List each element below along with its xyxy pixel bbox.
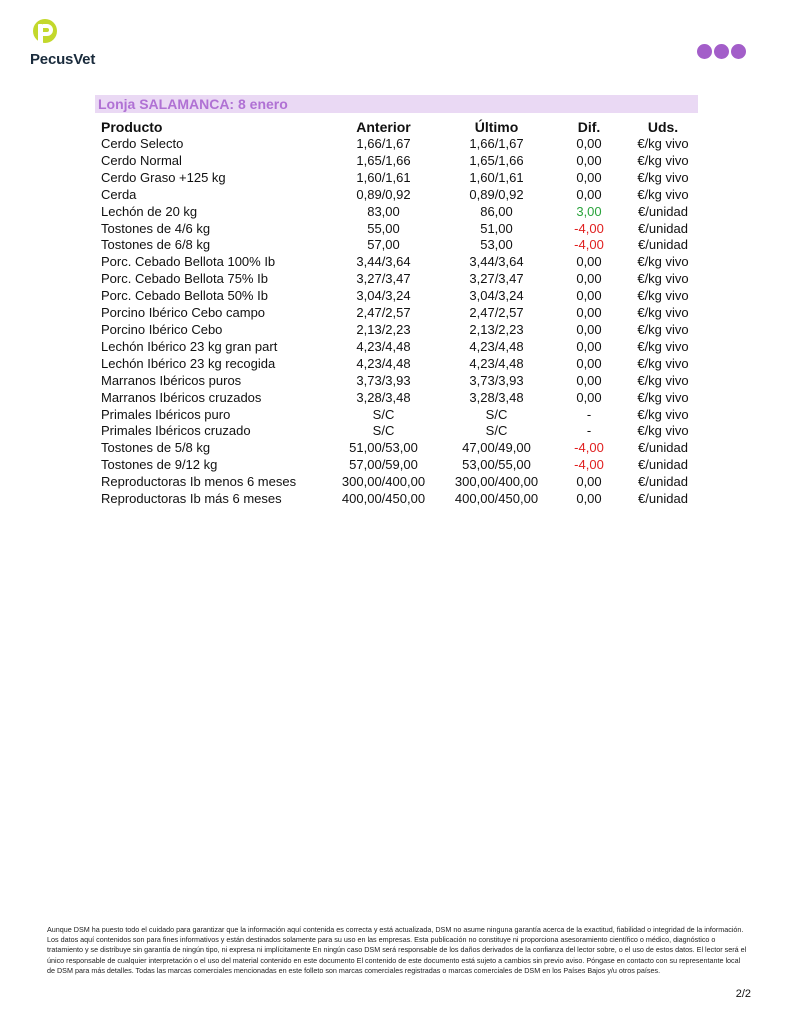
cell-dif: 0,00	[576, 372, 602, 388]
cell-producto: Tostones de 9/12 kg	[101, 457, 218, 473]
table-row	[97, 474, 701, 491]
table-row	[97, 204, 701, 221]
cell-uds: €/kg vivo	[637, 372, 689, 388]
header-dif: Dif.	[577, 118, 601, 135]
cell-ultimo: 3,44/3,64	[469, 254, 524, 270]
table-header-row	[97, 117, 701, 136]
cell-anterior: 55,00	[367, 220, 400, 236]
cell-ultimo: 3,27/3,47	[469, 271, 524, 287]
cell-dif: -4,00	[574, 220, 604, 236]
cell-ultimo: 300,00/400,00	[454, 474, 539, 490]
cell-anterior: 83,00	[367, 203, 400, 219]
cell-anterior: 57,00	[367, 237, 400, 253]
table-row	[97, 322, 701, 339]
table-row	[97, 407, 701, 424]
cell-producto: Lechón Ibérico 23 kg recogida	[101, 355, 276, 371]
cell-anterior: 3,27/3,47	[356, 271, 411, 287]
table-row	[97, 305, 701, 322]
cell-anterior: S/C	[372, 423, 395, 439]
page-number: 2/2	[735, 988, 751, 1000]
cell-uds: €/kg vivo	[637, 305, 689, 321]
cell-dif: -4,00	[574, 440, 604, 456]
cell-dif: 0,00	[576, 288, 602, 304]
cell-anterior: 400,00/450,00	[341, 491, 426, 507]
cell-ultimo: 1,60/1,61	[469, 169, 524, 185]
cell-dif: -4,00	[574, 237, 604, 253]
cell-producto: Cerdo Graso +125 kg	[101, 169, 226, 185]
dot-icon	[697, 44, 712, 59]
cell-ultimo: 3,28/3,48	[469, 389, 524, 405]
cell-ultimo: 86,00	[480, 203, 513, 219]
table-row	[97, 390, 701, 407]
cell-uds: €/kg vivo	[637, 152, 689, 168]
cell-ultimo: 51,00	[480, 220, 513, 236]
dot-icon	[714, 44, 729, 59]
cell-uds: €/kg vivo	[637, 406, 689, 422]
cell-dif: -	[586, 423, 592, 439]
cell-producto: Tostones de 6/8 kg	[101, 237, 211, 253]
cell-ultimo: 1,66/1,67	[469, 136, 524, 151]
table-row	[97, 356, 701, 373]
cell-uds: €/kg vivo	[637, 355, 689, 371]
cell-dif: 3,00	[576, 203, 602, 219]
cell-uds: €/kg vivo	[637, 321, 689, 337]
brand-logo	[30, 18, 96, 70]
pecusvet-p-logo-icon	[30, 18, 60, 48]
dot-icon	[731, 44, 746, 59]
cell-producto: Marranos Ibéricos cruzados	[101, 389, 262, 405]
header-uds: Uds.	[647, 118, 679, 135]
cell-uds: €/unidad	[638, 491, 688, 507]
header-producto: Producto	[101, 118, 163, 135]
cell-producto: Reproductoras Ib más 6 meses	[101, 491, 282, 507]
disclaimer-text: Aunque DSM ha puesto todo el cuidado para garantizar que la información aquí contenida es correcta y está actualizada, DSM no asume ninguna garantía acerca de la exactitud, fiabilidad o integridad de la información. Los datos aquí contenidos son para fines informativos y están destinados solamente para su uso en las empresas. Esta publicación no constituye ni proporciona asesoramiento científico o médico, diagnóstico o tratamiento y se distribuye sin garantía de ningún tipo, ni expresa ni implícitamente En ningún caso DSM será responsable de los daños derivados de la confianza del lector sobre, o el uso de estos datos. El lector será el único responsable de cualquier interpretación o el uso del material contenido en este documento El contenido de este documento está sujeto a cambios sin previo aviso. Póngase en contacto con su representante local de DSM para más detalles. Todas las marcas comerciales mencionadas en este folleto son marcas comerciales registradas o marcas comerciales de DSM en los Países Bajos y/u otros países.	[47, 925, 747, 975]
table-row	[97, 373, 701, 390]
table-row	[97, 339, 701, 356]
cell-ultimo: 2,47/2,57	[469, 305, 524, 321]
cell-anterior: 3,44/3,64	[356, 254, 411, 270]
cell-uds: €/kg vivo	[637, 288, 689, 304]
cell-anterior: 2,13/2,23	[356, 321, 411, 337]
cell-uds: €/kg vivo	[637, 136, 689, 151]
header-anterior: Anterior	[356, 118, 411, 135]
cell-anterior: 4,23/4,48	[356, 355, 411, 371]
cell-producto: Tostones de 4/6 kg	[101, 220, 211, 236]
cell-uds: €/unidad	[638, 220, 688, 236]
cell-dif: 0,00	[576, 338, 602, 354]
cell-uds: €/kg vivo	[637, 186, 689, 202]
cell-dif: 0,00	[576, 186, 602, 202]
cell-uds: €/kg vivo	[637, 254, 689, 270]
cell-uds: €/unidad	[638, 474, 688, 490]
cell-dif: 0,00	[576, 491, 602, 507]
cell-producto: Cerda	[101, 186, 137, 202]
table-row	[97, 170, 701, 187]
price-table	[97, 117, 701, 508]
decorative-dots	[697, 44, 746, 59]
cell-ultimo: 4,23/4,48	[469, 338, 524, 354]
cell-anterior: 300,00/400,00	[341, 474, 426, 490]
cell-producto: Reproductoras Ib menos 6 meses	[101, 474, 297, 490]
cell-producto: Porcino Ibérico Cebo campo	[101, 305, 266, 321]
table-row	[97, 288, 701, 305]
cell-anterior: 3,04/3,24	[356, 288, 411, 304]
cell-anterior: 1,65/1,66	[356, 152, 411, 168]
cell-producto: Porcino Ibérico Cebo	[101, 321, 223, 337]
cell-uds: €/kg vivo	[637, 169, 689, 185]
cell-ultimo: 53,00	[480, 237, 513, 253]
cell-anterior: S/C	[372, 406, 395, 422]
cell-ultimo: 0,89/0,92	[469, 186, 524, 202]
cell-anterior: 3,73/3,93	[356, 372, 411, 388]
cell-uds: €/kg vivo	[637, 423, 689, 439]
table-row	[97, 440, 701, 457]
table-row	[97, 187, 701, 204]
cell-dif: 0,00	[576, 169, 602, 185]
table-row	[97, 153, 701, 170]
cell-uds: €/unidad	[638, 440, 688, 456]
cell-producto: Cerdo Normal	[101, 152, 182, 168]
cell-dif: 0,00	[576, 305, 602, 321]
cell-anterior: 4,23/4,48	[356, 338, 411, 354]
cell-uds: €/unidad	[638, 237, 688, 253]
cell-dif: -	[586, 406, 592, 422]
table-row	[97, 423, 701, 440]
cell-anterior: 1,66/1,67	[356, 136, 411, 151]
cell-uds: €/unidad	[638, 457, 688, 473]
cell-uds: €/unidad	[638, 203, 688, 219]
table-row	[97, 491, 701, 508]
cell-anterior: 57,00/59,00	[349, 457, 418, 473]
cell-uds: €/kg vivo	[637, 338, 689, 354]
cell-dif: 0,00	[576, 389, 602, 405]
cell-dif: 0,00	[576, 321, 602, 337]
header-ultimo: Último	[474, 118, 519, 135]
cell-producto: Lechón de 20 kg	[101, 203, 198, 219]
cell-dif: 0,00	[576, 474, 602, 490]
cell-dif: 0,00	[576, 152, 602, 168]
cell-anterior: 1,60/1,61	[356, 169, 411, 185]
cell-ultimo: 4,23/4,48	[469, 355, 524, 371]
cell-ultimo: 3,04/3,24	[469, 288, 524, 304]
cell-anterior: 3,28/3,48	[356, 389, 411, 405]
table-row	[97, 237, 701, 254]
cell-producto: Cerdo Selecto	[101, 136, 184, 151]
table-row	[97, 457, 701, 474]
table-row	[97, 221, 701, 238]
cell-ultimo: 1,65/1,66	[469, 152, 524, 168]
section-title: Lonja SALAMANCA: 8 enero	[95, 95, 698, 113]
cell-producto: Porc. Cebado Bellota 50% Ib	[101, 288, 268, 304]
cell-ultimo: 53,00/55,00	[462, 457, 531, 473]
cell-producto: Tostones de 5/8 kg	[101, 440, 211, 456]
cell-producto: Primales Ibéricos cruzado	[101, 423, 251, 439]
cell-dif: 0,00	[576, 355, 602, 371]
cell-producto: Lechón Ibérico 23 kg gran part	[101, 338, 278, 354]
cell-ultimo: S/C	[485, 423, 508, 439]
cell-dif: -4,00	[574, 457, 604, 473]
cell-anterior: 0,89/0,92	[356, 186, 411, 202]
cell-uds: €/kg vivo	[637, 271, 689, 287]
table-row	[97, 271, 701, 288]
cell-anterior: 51,00/53,00	[349, 440, 418, 456]
cell-ultimo: 400,00/450,00	[454, 491, 539, 507]
table-row	[97, 136, 701, 153]
cell-producto: Porc. Cebado Bellota 75% Ib	[101, 271, 268, 287]
cell-ultimo: 2,13/2,23	[469, 321, 524, 337]
table-row	[97, 254, 701, 271]
cell-dif: 0,00	[576, 136, 602, 151]
cell-producto: Porc. Cebado Bellota 100% Ib	[101, 254, 276, 270]
cell-anterior: 2,47/2,57	[356, 305, 411, 321]
cell-producto: Marranos Ibéricos puros	[101, 372, 242, 388]
cell-ultimo: 47,00/49,00	[462, 440, 531, 456]
cell-ultimo: 3,73/3,93	[469, 372, 524, 388]
cell-uds: €/kg vivo	[637, 389, 689, 405]
cell-dif: 0,00	[576, 254, 602, 270]
cell-producto: Primales Ibéricos puro	[101, 406, 231, 422]
cell-ultimo: S/C	[485, 406, 508, 422]
brand-name: PecusVet	[30, 51, 96, 68]
cell-dif: 0,00	[576, 271, 602, 287]
